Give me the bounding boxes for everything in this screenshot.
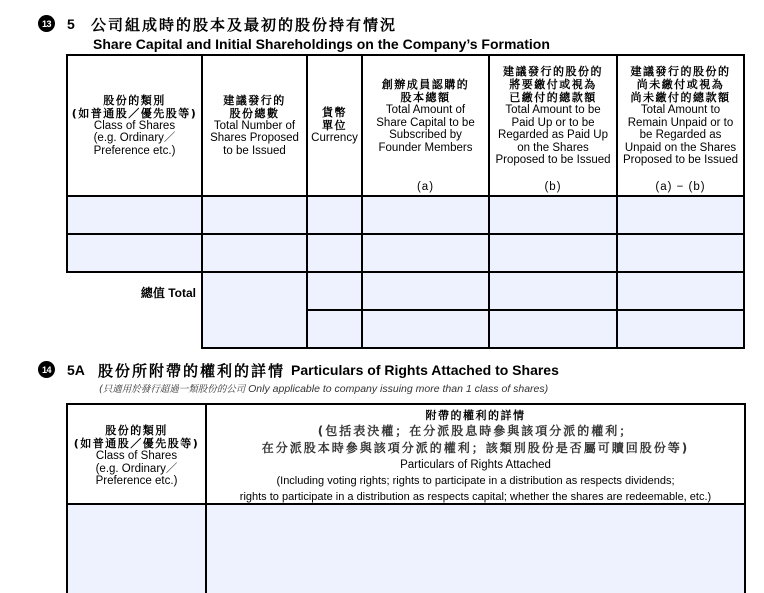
section-note-zh: (只適用於發行超過一類股份的公司	[99, 384, 246, 395]
header-zh-title: 附帶的權利的詳情	[425, 409, 526, 422]
total-amount-b-1-input[interactable]	[488, 271, 618, 311]
row2-total-number-field[interactable]	[203, 235, 306, 271]
rights-particulars-input[interactable]	[205, 503, 746, 593]
rights-class-of-shares-field[interactable]	[68, 505, 205, 593]
section-number: 5A	[67, 362, 85, 378]
header-class-of-shares	[66, 54, 203, 197]
total-amount-a-minus-b-2-input[interactable]	[616, 309, 745, 349]
header-zh: 股份的類別	[103, 93, 166, 107]
total-currency-2-field[interactable]	[308, 311, 361, 347]
total-amount-b-2-field[interactable]	[490, 311, 616, 347]
header-en: Unpaid on the Shares	[624, 141, 737, 154]
section-note	[99, 381, 548, 395]
header-en-desc: rights to participate in a distribution as respects capital; whether the shares are redeemable, etc.)	[239, 491, 712, 503]
total-currency-2-input[interactable]	[306, 309, 363, 349]
header-zh: 股份的類別	[105, 424, 168, 438]
row1-total-number-field[interactable]	[203, 197, 306, 233]
header-en: Class of Shares	[95, 450, 178, 463]
header-en: Total Amount to be	[505, 104, 601, 116]
row1-amount-a-minus-b-field[interactable]	[618, 197, 743, 233]
total-currency-1-input[interactable]	[306, 271, 363, 311]
header-zh: 將要繳付或視為	[509, 78, 597, 91]
row1-currency-field[interactable]	[308, 197, 361, 233]
total-amount-a-minus-b-1-input[interactable]	[616, 271, 745, 311]
header-en: Proposed to be Issued	[495, 154, 611, 166]
header-en-desc: (Including voting rights; rights to participate in a distribution as respects dividends;	[276, 475, 675, 487]
header-en: Total Amount to	[640, 104, 721, 116]
header-zh: 單位	[322, 119, 347, 133]
header-total-amount-unpaid	[616, 54, 745, 197]
column-label-b: (b)	[544, 180, 562, 193]
header-en: Total Number of	[213, 119, 296, 132]
header-zh: (如普通股／優先股等)	[71, 106, 198, 120]
total-amount-a-1-input[interactable]	[361, 271, 490, 311]
total-number-of-shares-field[interactable]	[203, 273, 306, 347]
total-amount-a-2-field[interactable]	[363, 311, 488, 347]
header-zh-desc: (包括表決權；在分派股息時參與該項分派的權利；	[317, 424, 634, 438]
total-currency-1-field[interactable]	[308, 273, 361, 309]
header-en: Proposed to be Issued	[622, 154, 739, 166]
row2-amount-a-field[interactable]	[363, 235, 488, 271]
header-en: be Regarded as	[639, 129, 722, 141]
header-class-of-shares	[66, 403, 207, 505]
total-number-of-shares-input[interactable]	[201, 271, 308, 349]
header-total-number-of-shares	[201, 54, 308, 197]
total-amount-a-1-field[interactable]	[363, 273, 488, 309]
row1-class-of-shares-input[interactable]	[66, 195, 203, 235]
header-en: Preference etc.)	[95, 475, 178, 488]
header-zh: 尚未繳付的總款額	[630, 91, 731, 104]
row1-total-number-input[interactable]	[201, 195, 308, 235]
rights-particulars-field[interactable]	[207, 505, 744, 593]
total-label: 總值 Total	[140, 286, 196, 300]
section-number: 5	[67, 16, 75, 32]
header-en: Shares Proposed	[210, 132, 299, 145]
header-en-title: Particulars of Rights Attached	[400, 459, 551, 471]
row2-currency-field[interactable]	[308, 235, 361, 271]
row2-amount-b-field[interactable]	[490, 235, 616, 271]
header-en: Remain Unpaid or to	[627, 116, 734, 129]
row2-total-number-input[interactable]	[201, 233, 308, 273]
header-zh: 建議發行的股份的	[630, 65, 731, 78]
row2-class-of-shares-input[interactable]	[66, 233, 203, 273]
header-en: Regarded as Paid Up	[498, 129, 608, 141]
header-zh: 股份總數	[229, 106, 280, 120]
header-zh: 建議發行的	[223, 93, 286, 107]
row1-class-of-shares-field[interactable]	[68, 197, 201, 233]
section-title-en: Particulars of Rights Attached to Shares	[291, 362, 559, 378]
header-zh: 股本總額	[400, 91, 451, 104]
header-zh: 建議發行的股份的	[503, 65, 603, 78]
row2-amount-a-minus-b-input[interactable]	[616, 233, 745, 273]
header-en: Currency	[311, 132, 358, 145]
header-en: to be Issued	[223, 144, 286, 157]
rights-class-of-shares-input[interactable]	[66, 503, 207, 593]
row1-amount-a-input[interactable]	[361, 195, 490, 235]
header-en: (e.g. Ordinary／	[95, 462, 178, 475]
total-amount-a-minus-b-1-field[interactable]	[618, 273, 743, 309]
section-title-zh: 公司組成時的股本及最初的股份持有情況	[91, 16, 398, 34]
header-total-amount-paid-up	[488, 54, 618, 197]
total-amount-b-2-input[interactable]	[488, 309, 618, 349]
section-title-zh: 股份所附帶的權利的詳情	[98, 362, 286, 380]
header-en: Founder Members	[378, 141, 473, 154]
row1-amount-a-minus-b-input[interactable]	[616, 195, 745, 235]
total-amount-b-1-field[interactable]	[490, 273, 616, 309]
row2-class-of-shares-field[interactable]	[68, 235, 201, 271]
row1-amount-b-input[interactable]	[488, 195, 618, 235]
header-total-amount-subscribed	[361, 54, 490, 197]
header-en: Subscribed by	[389, 129, 462, 141]
header-en: (e.g. Ordinary／	[93, 132, 176, 145]
header-zh: (如普通股／優先股等)	[73, 437, 200, 451]
header-zh: 已繳付的總款額	[509, 91, 597, 104]
header-en: Class of Shares	[93, 119, 176, 132]
header-currency	[306, 54, 363, 197]
row2-currency-input[interactable]	[306, 233, 363, 273]
row1-currency-input[interactable]	[306, 195, 363, 235]
row2-amount-a-input[interactable]	[361, 233, 490, 273]
header-zh: 創辦成員認購的	[381, 78, 470, 91]
header-en: on the Shares	[517, 141, 589, 154]
header-zh-desc: 在分派股本時參與該項分派的權利；該類別股份是否屬可贖回股份等)	[261, 441, 690, 455]
column-label-a: (a)	[416, 180, 435, 193]
header-zh: 貨幣	[322, 106, 347, 120]
header-en: Paid Up or to be	[511, 116, 595, 129]
row1-amount-b-field[interactable]	[490, 197, 616, 233]
header-zh: 尚未繳付或視為	[636, 78, 725, 91]
section-note-en: Only applicable to company issuing more than 1 class of shares)	[248, 383, 549, 395]
section-14-badge-icon: 14	[38, 361, 55, 378]
total-amount-a-2-input[interactable]	[361, 309, 490, 349]
row2-amount-b-input[interactable]	[488, 233, 618, 273]
header-en: Preference etc.)	[93, 144, 176, 157]
row2-amount-a-minus-b-field[interactable]	[618, 235, 743, 271]
total-amount-a-minus-b-2-field[interactable]	[618, 311, 743, 347]
header-particulars-of-rights	[205, 403, 746, 505]
row1-amount-a-field[interactable]	[363, 197, 488, 233]
section-13-badge-icon: 13	[38, 15, 55, 32]
header-en: Total Amount of	[385, 104, 466, 116]
section-title-en: Share Capital and Initial Shareholdings on the Company’s Formation	[93, 36, 550, 52]
column-label-a-minus-b: (a) − (b)	[655, 180, 706, 193]
header-en: Share Capital to be	[376, 116, 475, 129]
